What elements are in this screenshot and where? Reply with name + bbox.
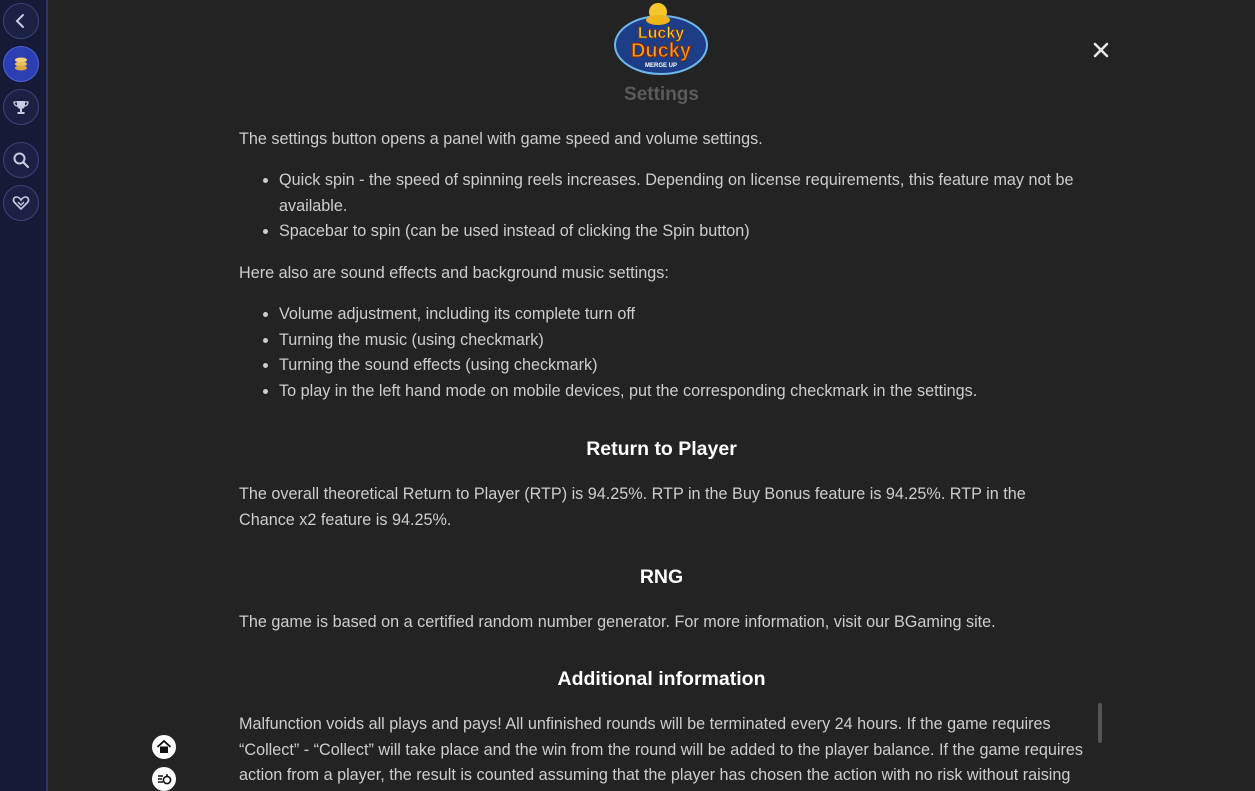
additional-heading: Additional information [557,668,766,690]
list-item: • Quick spin - the speed of spinning reels increases. Depending on license requirements, this feature may not be available. [279,168,1124,219]
rtp-text: The overall theoretical Return to Player (RTP) is 94.25%. RTP in the Buy Bonus feature is 94.25%. RTP in the Chance x2 feature is 94.25%. [239,485,1026,529]
close-button[interactable] [1089,38,1113,62]
sound-intro: Here also are sound effects and background music settings: [239,264,669,282]
logo-word-lucky: Lucky [637,25,685,42]
sidebar [0,0,48,791]
settings-heading: Settings [624,84,699,105]
additional-text: Malfunction voids all plays and pays! All unfinished rounds will be terminated every 24 hours. If the game requires “Collect” - “Collect” will take place and the win from the round will be added to the player balance. If the game requires action from a player, the result is counted assuming that the player has chosen the action with no risk without raising [239,715,1083,784]
chevron-left-icon [12,12,30,30]
list-item: • Volume adjustment, including its complete turn off [279,302,1124,328]
logo-word-ducky: Ducky [630,40,692,62]
coins-button[interactable] [3,46,39,82]
settings-intro: The settings button opens a panel with game speed and volume settings. [239,130,763,148]
list-item: • Turning the music (using checkmark) [279,328,1124,354]
home-button[interactable] [152,735,176,759]
settings-list [239,168,1124,245]
game-logo [612,2,710,76]
close-icon [1093,42,1109,58]
favorites-button[interactable] [3,185,39,221]
home-icon [156,739,172,755]
logo-subtitle: MERGE UP [644,63,678,69]
search-button[interactable] [3,142,39,178]
list-item: • To play in the left hand mode on mobile devices, put the corresponding checkmark in the settings. [279,379,1124,405]
coins-icon [12,55,30,73]
scrollbar-thumb[interactable] [1098,703,1102,743]
bet-settings-icon [156,771,172,787]
bet-settings-button[interactable] [152,767,176,791]
list-item: • Spacebar to spin (can be used instead of clicking the Spin button) [279,219,1124,245]
heart-icon [12,194,30,212]
rng-heading: RNG [639,566,684,588]
list-item: • Turning the sound effects (using checkmark) [279,353,1124,379]
rtp-heading: Return to Player [586,438,737,460]
search-icon [12,151,30,169]
rng-text: The game is based on a certified random number generator. For more information, visit our BGaming site. [239,613,996,631]
back-button[interactable] [3,3,39,39]
trophy-icon [12,98,30,116]
trophy-button[interactable] [3,89,39,125]
sound-list [239,302,1124,404]
